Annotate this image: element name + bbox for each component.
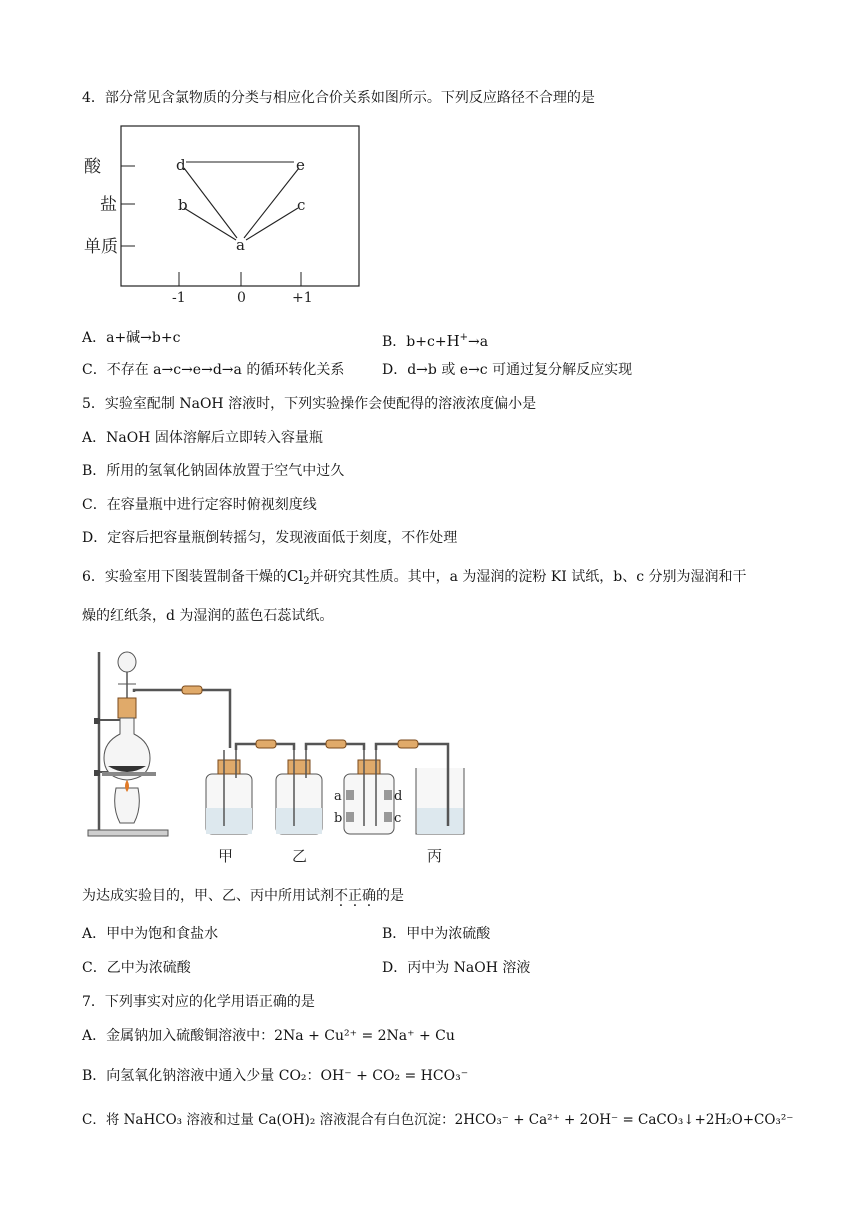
q6-stem-line2: 燥的红纸条，d 为湿润的蓝色石蕊试纸。 (82, 608, 334, 624)
q5-option-b[interactable]: B．所用的氢氧化钠固体放置于空气中过久 (82, 463, 345, 479)
q5-option-d[interactable]: D．定容后把容量瓶倒转摇匀，发现液面低于刻度，不作处理 (82, 530, 458, 546)
q6-stem-text-2: 并研究其性质。其中，a 为湿润的淀粉 KI 试纸，b、c 分别为湿润和干 (309, 569, 747, 585)
q6-option-d[interactable]: D．丙中为 NaOH 溶液 (382, 960, 531, 976)
q4-option-c[interactable]: C．不存在 a→c→e→d→a 的循环转化关系 (82, 362, 345, 378)
q7-option-b-text: B．向氢氧化钠溶液中通入少量 CO₂： (82, 1068, 321, 1084)
q4-option-b-text: B．b+c+ (382, 334, 447, 350)
q6-option-c[interactable]: C．乙中为浓硫酸 (82, 960, 191, 976)
apparatus-label-bing: 丙 (427, 847, 443, 865)
q6-cl-subscript: 2 (303, 576, 310, 587)
strip-label-a: a (334, 789, 342, 804)
point-d: d (176, 156, 186, 174)
q7-stem: 7．下列事实对应的化学用语正确的是 (82, 994, 315, 1010)
strip-label-d: d (394, 789, 403, 804)
q4-stem: 4．部分常见含氯物质的分类与相应化合价关系如图所示。下列反应路径不合理的是 (82, 90, 595, 106)
q4-option-d[interactable]: D．d→b 或 e→c 可通过复分解反应实现 (382, 362, 633, 378)
point-b: b (178, 196, 188, 214)
x-tick-0: 0 (237, 290, 246, 306)
q7-option-c[interactable] (82, 1110, 793, 1130)
q7-option-a-equation: 2Na + Cu²⁺ = 2Na⁺ + Cu (274, 1028, 455, 1044)
q4-option-b-ion: H (446, 332, 460, 350)
strip-label-c: c (394, 811, 402, 826)
q7-option-a-text: A．金属钠加入硫酸铜溶液中： (82, 1028, 275, 1044)
q6-option-b[interactable]: B．甲中为浓硫酸 (382, 926, 491, 942)
q4-option-a[interactable]: A．a+碱→b+c (82, 330, 181, 346)
q6-stem-line1 (82, 566, 747, 592)
q7-option-b-equation: OH⁻ + CO₂ = HCO₃⁻ (320, 1068, 469, 1084)
x-tick-minus1: -1 (172, 290, 186, 306)
q6-option-a[interactable]: A．甲中为饱和食盐水 (82, 926, 219, 942)
q7-option-c-text: C．将 NaHCO₃ 溶液和过量 Ca(OH)₂ 溶液混合有白色沉淀： (82, 1112, 455, 1128)
q4-option-b-charge: + (459, 332, 469, 343)
q5-option-c[interactable]: C．在容量瓶中进行定容时俯视刻度线 (82, 497, 317, 513)
q6-question (82, 886, 404, 906)
q5-option-a[interactable]: A．NaOH 固体溶解后立即转入容量瓶 (82, 430, 323, 446)
q6-cl-formula: Cl (286, 567, 304, 585)
y-label-element: 单质 (84, 237, 118, 257)
q7-option-a[interactable] (82, 1026, 455, 1046)
strip-label-b: b (334, 811, 343, 826)
point-c: c (297, 196, 306, 214)
q7-option-b[interactable] (82, 1066, 468, 1086)
q4-valence-diagram (80, 122, 370, 312)
x-tick-plus1: +1 (292, 290, 313, 306)
y-label-acid: 酸 (84, 157, 101, 177)
q5-stem: 5．实验室配制 NaOH 溶液时，下列实验操作会使配得的溶液浓度偏小是 (82, 396, 537, 412)
q6-question-text: 为达成实验目的，甲、乙、丙中所用试剂 (82, 888, 334, 904)
q6-question-end: 的是 (376, 888, 404, 904)
q7-option-c-equation: 2HCO₃⁻ + Ca²⁺ + 2OH⁻ = CaCO₃↓+2H₂O+CO₃²⁻ (454, 1112, 794, 1128)
q4-option-b-arrow: →a (468, 334, 489, 350)
q6-stem-text: 6．实验室用下图装置制备干燥的 (82, 569, 287, 585)
q6-question-emphasis: 不正确 (334, 888, 376, 904)
q6-apparatus-diagram (82, 648, 482, 868)
point-a: a (236, 236, 245, 254)
y-label-salt: 盐 (100, 195, 117, 215)
q4-option-b[interactable] (382, 328, 488, 352)
apparatus-label-yi: 乙 (292, 847, 308, 865)
point-e: e (296, 156, 305, 174)
apparatus-label-jia: 甲 (218, 847, 234, 865)
